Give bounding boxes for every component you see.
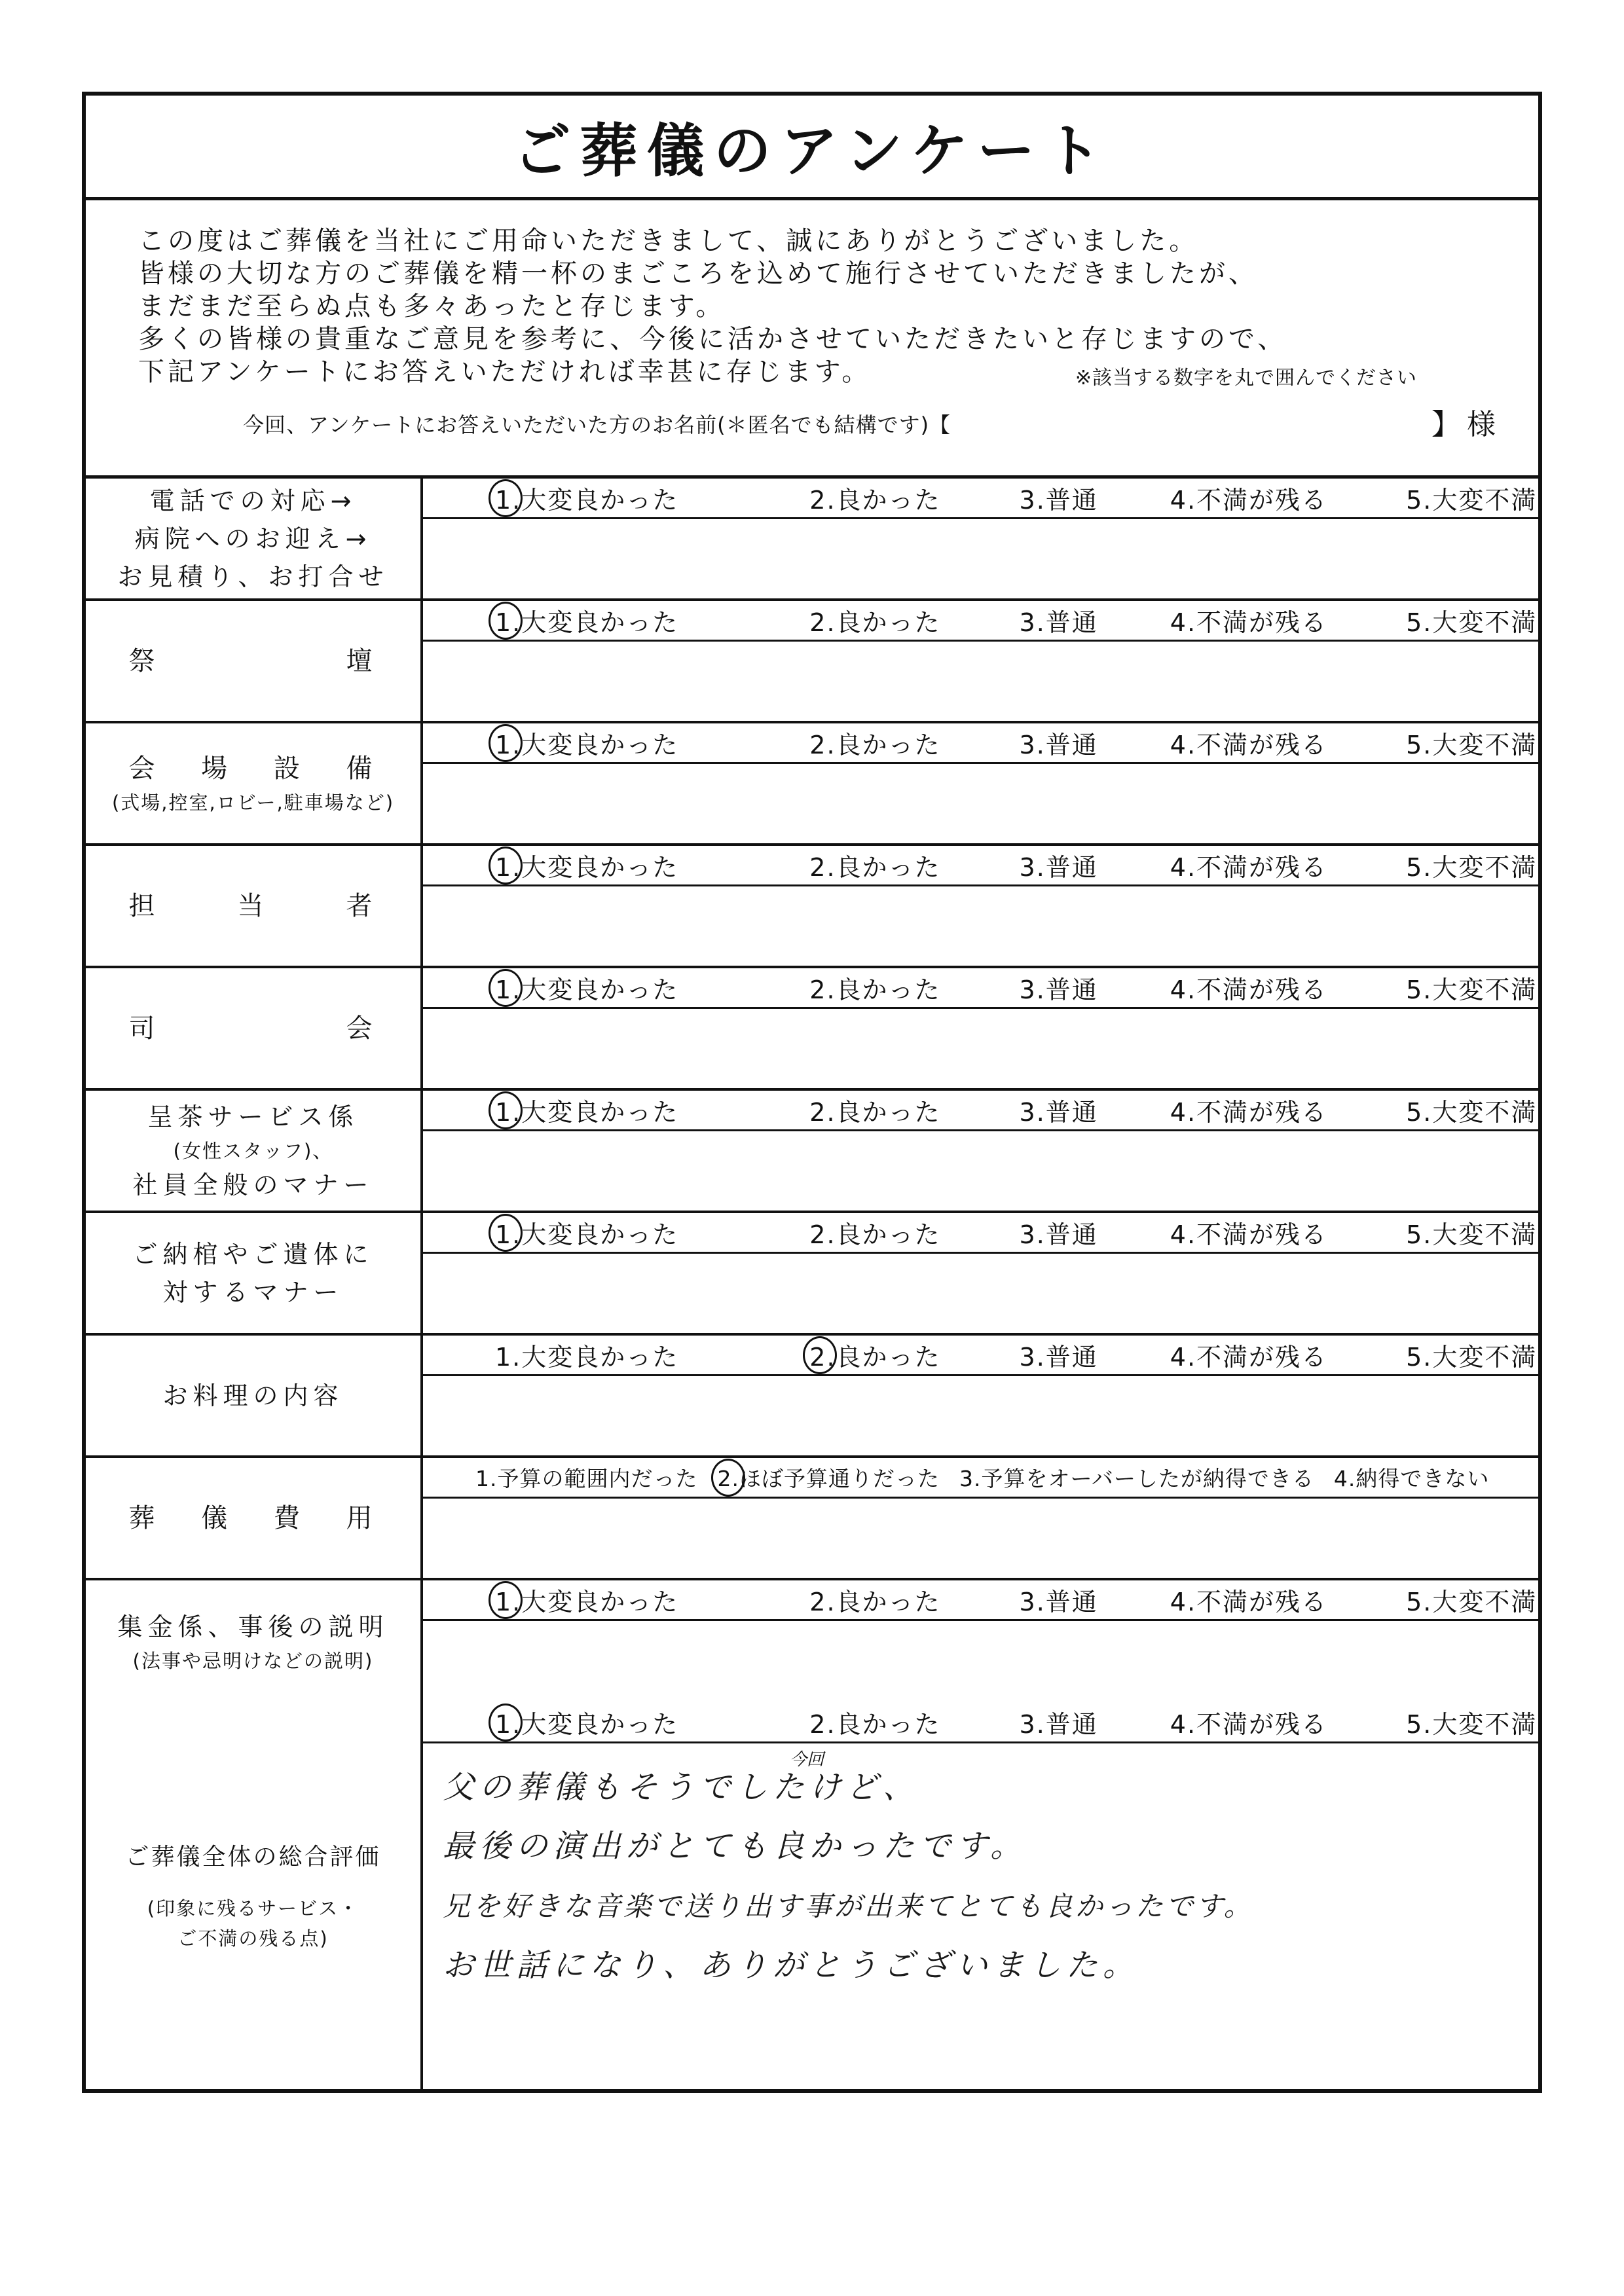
option-2[interactable]: 2.良かった <box>809 731 941 759</box>
option-5[interactable]: 5.大変不満 <box>1406 1098 1538 1127</box>
option-3[interactable]: 3.普通 <box>1019 731 1098 759</box>
option-2[interactable]: 2.良かった <box>809 1098 941 1127</box>
overall-row <box>86 1703 1538 2089</box>
label-char: 会 <box>346 1013 378 1044</box>
question-label <box>86 1458 423 1578</box>
rating-options <box>423 1580 1538 1621</box>
question-label <box>86 968 423 1088</box>
option-5[interactable]: 5.大変不満 <box>1406 1588 1538 1616</box>
survey-form <box>82 92 1542 2093</box>
option-3[interactable]: 3.普通 <box>1019 1343 1098 1372</box>
option-4[interactable]: 4.不満が残る <box>1170 853 1328 882</box>
answer-cell <box>423 1458 1538 1578</box>
question-row <box>86 1580 1538 1703</box>
label-char: 担 <box>128 890 160 921</box>
option-2[interactable]: 2.ほぼ予算通りだった <box>718 1462 940 1493</box>
comment-box[interactable] <box>423 1254 1538 1333</box>
option-2[interactable]: 2.良かった <box>809 1588 941 1616</box>
option-3[interactable]: 3.普通 <box>1019 608 1098 637</box>
rating-options <box>423 1458 1538 1499</box>
label-char: 費 <box>273 1503 305 1533</box>
option-4[interactable]: 4.不満が残る <box>1170 1220 1328 1249</box>
option-4[interactable]: 4.納得できない <box>1333 1466 1490 1491</box>
question-label <box>86 1580 423 1703</box>
option-5[interactable]: 5.大変不満 <box>1406 975 1538 1004</box>
rating-options <box>423 846 1538 886</box>
label-spread <box>129 750 378 788</box>
label-spread <box>129 1010 378 1048</box>
intro-line: この度はご葬儀を当社にご用命いただきまして、誠にありがとうございました。 <box>138 226 1199 256</box>
intro-line: 皆様の大切な方のご葬儀を精一杯のまごころを込めて施行させていただきましたが、 <box>138 259 1258 289</box>
option-4[interactable]: 4.不満が残る <box>1170 1343 1328 1372</box>
rating-options <box>423 479 1538 519</box>
label-char: 設 <box>273 753 305 784</box>
handwritten-comment <box>423 1743 1538 2089</box>
option-5[interactable]: 5.大変不満 <box>1406 1343 1538 1372</box>
option-2[interactable]: 2.良かった <box>809 975 941 1004</box>
rating-options <box>423 601 1538 642</box>
option-3[interactable]: 3.普通 <box>1019 1220 1098 1249</box>
label-char: 場 <box>201 753 233 784</box>
comment-box[interactable] <box>423 1376 1538 1455</box>
option-1[interactable]: 1.予算の範囲内だった <box>475 1466 698 1491</box>
question-label <box>86 479 423 598</box>
label-char: 祭 <box>128 646 160 676</box>
answer-cell <box>423 968 1538 1088</box>
question-row <box>86 968 1538 1091</box>
overall-label-cell <box>86 1703 423 2089</box>
answer-cell <box>423 1213 1538 1333</box>
option-1[interactable]: 1.大変良かった <box>495 1214 678 1250</box>
option-3[interactable]: 3.普通 <box>1019 853 1098 882</box>
option-4[interactable]: 4.不満が残る <box>1170 1710 1328 1739</box>
comment-box[interactable] <box>423 1131 1538 1211</box>
option-1[interactable]: 1.大変良かった <box>495 602 678 638</box>
intro-section <box>86 200 1538 479</box>
rating-options <box>423 1213 1538 1254</box>
rating-options <box>423 723 1538 764</box>
option-5[interactable]: 5.大変不満 <box>1406 853 1538 882</box>
label-char: 儀 <box>201 1503 233 1533</box>
label-sub: (女性スタッフ)、 <box>173 1139 333 1162</box>
title-bar <box>86 96 1538 200</box>
instruction-note: ※該当する数字を丸で囲んでください <box>1075 367 1417 390</box>
option-1[interactable]: 1.大変良かった <box>495 480 678 516</box>
rating-options <box>423 1703 1538 1743</box>
option-1[interactable]: 1.大変良かった <box>495 847 678 883</box>
answer-cell <box>423 479 1538 598</box>
option-5[interactable]: 5.大変不満 <box>1406 1220 1538 1249</box>
comment-line: 兄を好きな音楽で送り出す事が出来てとても良かったです。 <box>443 1890 1254 1922</box>
comment-box[interactable] <box>423 886 1538 966</box>
option-2[interactable]: 2.良かった <box>809 853 941 882</box>
comment-box[interactable] <box>423 764 1538 843</box>
label-text: 電話での対応→ <box>149 486 357 515</box>
question-label <box>86 723 423 843</box>
question-label <box>86 1213 423 1333</box>
question-row <box>86 1213 1538 1336</box>
question-row <box>86 601 1538 723</box>
answer-cell <box>423 1091 1538 1211</box>
question-label <box>86 1091 423 1211</box>
answer-cell <box>423 601 1538 721</box>
option-1[interactable]: 1.大変良かった <box>495 725 678 761</box>
label-char: 用 <box>346 1503 378 1533</box>
comment-line: 父の葬儀もそうでしたけど、 <box>443 1769 920 1806</box>
option-2[interactable]: 2.良かった <box>809 486 941 515</box>
option-5[interactable]: 5.大変不満 <box>1406 1710 1538 1739</box>
rating-options <box>423 1091 1538 1131</box>
option-4[interactable]: 4.不満が残る <box>1170 1098 1328 1127</box>
comment-box[interactable] <box>423 519 1538 598</box>
option-4[interactable]: 4.不満が残る <box>1170 486 1328 515</box>
answer-cell <box>423 1580 1538 1703</box>
answer-cell <box>423 1336 1538 1455</box>
question-row <box>86 479 1538 601</box>
label-char: 会 <box>128 753 160 784</box>
option-2[interactable]: 2.良かった <box>809 1337 940 1373</box>
overall-label: ご葬儀全体の総合評価 <box>125 1844 381 1870</box>
name-prompt: 今回、アンケートにお答えいただいた方のお名前(＊匿名でも結構です)【 <box>243 412 951 437</box>
question-rows <box>86 479 1538 1703</box>
comment-insert: 今回 <box>790 1750 824 1770</box>
option-4[interactable]: 4.不満が残る <box>1170 608 1328 637</box>
name-suffix: 】様 <box>1431 408 1502 441</box>
option-1[interactable]: 1.大変良かった <box>495 1704 678 1740</box>
option-3[interactable]: 3.普通 <box>1019 1098 1098 1127</box>
option-1[interactable]: 1.大変良かった <box>495 1343 679 1372</box>
option-5[interactable]: 5.大変不満 <box>1406 608 1538 637</box>
option-1[interactable]: 1.大変良かった <box>495 970 678 1006</box>
page-title: ご葬儀のアンケート <box>513 117 1111 185</box>
label-text: ご納棺やご遺体に <box>132 1239 374 1269</box>
option-1[interactable]: 1.大変良かった <box>495 1092 678 1128</box>
label-text: 呈茶サービス係 <box>147 1102 359 1131</box>
question-row <box>86 1091 1538 1213</box>
label-text: お料理の内容 <box>162 1381 344 1410</box>
option-3[interactable]: 3.普通 <box>1019 1710 1098 1739</box>
option-3[interactable]: 3.普通 <box>1019 1588 1098 1616</box>
option-3[interactable]: 3.予算をオーバーしたが納得できる <box>959 1466 1314 1491</box>
label-spread <box>129 887 378 925</box>
intro-line: まだまだ至らぬ点も多々あったと存じます。 <box>138 291 726 321</box>
question-label <box>86 846 423 966</box>
comment-line: 最後の演出がとても良かったです。 <box>443 1828 1027 1865</box>
intro-line: 下記アンケートにお答えいただければ幸甚に存じます。 <box>138 357 872 387</box>
label-char: 司 <box>128 1013 160 1044</box>
comment-box[interactable] <box>423 642 1538 721</box>
option-3[interactable]: 3.普通 <box>1019 975 1098 1004</box>
label-text: 対するマナー <box>162 1277 344 1307</box>
label-char: 備 <box>346 753 378 784</box>
label-char: 壇 <box>346 646 378 676</box>
label-char: 者 <box>346 890 378 921</box>
question-row <box>86 846 1538 968</box>
option-5[interactable]: 5.大変不満 <box>1406 731 1538 759</box>
label-char: 葬 <box>128 1503 160 1533</box>
overall-sub: (印象に残るサービス・ <box>147 1897 360 1920</box>
rating-options <box>423 1336 1538 1376</box>
label-spread <box>129 1499 378 1537</box>
option-4[interactable]: 4.不満が残る <box>1170 1588 1328 1616</box>
option-1[interactable]: 1.大変良かった <box>495 1582 678 1618</box>
overall-sub: ご不満の残る点) <box>177 1927 329 1950</box>
comment-box[interactable] <box>423 1621 1538 1703</box>
question-row <box>86 1458 1538 1580</box>
label-text: 社員全般のマナー <box>132 1170 374 1199</box>
option-5[interactable]: 5.大変不満 <box>1406 486 1538 515</box>
question-row <box>86 1336 1538 1458</box>
answer-cell <box>423 723 1538 843</box>
label-sub: (式場,控室,ロビー,駐車場など) <box>111 791 395 814</box>
option-2[interactable]: 2.良かった <box>809 608 941 637</box>
question-label <box>86 1336 423 1455</box>
rating-options <box>423 968 1538 1009</box>
question-label <box>86 601 423 721</box>
label-text: お見積り、お打合せ <box>117 562 389 591</box>
option-3[interactable]: 3.普通 <box>1019 486 1098 515</box>
label-sub: (法事や忌明けなどの説明) <box>132 1649 374 1672</box>
question-row <box>86 723 1538 846</box>
comment-box[interactable] <box>423 1009 1538 1088</box>
label-char: 当 <box>237 890 269 921</box>
comment-box[interactable] <box>423 1499 1538 1578</box>
label-text: 集金係、事後の説明 <box>117 1612 389 1641</box>
option-2[interactable]: 2.良かった <box>809 1220 941 1249</box>
comment-line: お世話になり、ありがとうございました。 <box>443 1947 1140 1984</box>
label-spread <box>129 642 378 680</box>
intro-line: 多くの皆様の貴重なご意見を参考に、今後に活かさせていただきたいと存じますので、 <box>138 324 1287 354</box>
label-text: 病院へのお迎え→ <box>134 524 372 553</box>
answer-cell <box>423 846 1538 966</box>
overall-answer <box>423 1703 1538 2089</box>
option-4[interactable]: 4.不満が残る <box>1170 731 1328 759</box>
option-4[interactable]: 4.不満が残る <box>1170 975 1328 1004</box>
option-2[interactable]: 2.良かった <box>809 1710 941 1739</box>
